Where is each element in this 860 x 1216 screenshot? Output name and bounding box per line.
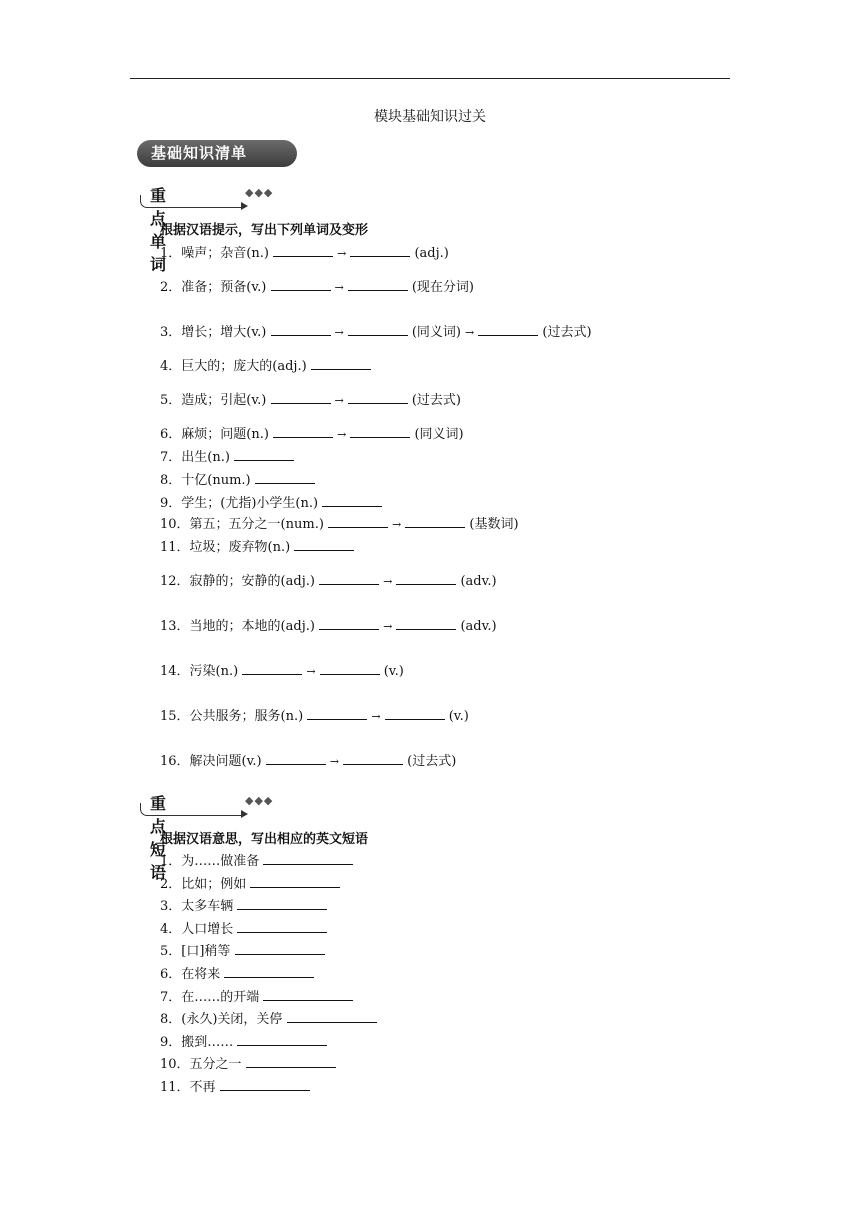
item-prompt: 巨大的；庞大的(adj.) — [181, 359, 307, 374]
arrow-icon: → — [337, 428, 347, 441]
item-prompt: [口]稍等 — [181, 944, 231, 960]
word-item — [160, 423, 464, 442]
item-number: 13． — [160, 619, 190, 634]
answer-blank[interactable] — [237, 922, 327, 933]
phrase-item — [160, 873, 340, 892]
item-note: (现在分词) — [411, 280, 475, 295]
page-title: 模块基础知识过关 — [374, 109, 486, 125]
item-number: 5． — [160, 944, 182, 960]
item-number: 12． — [160, 574, 190, 589]
item-note: (过去式) — [411, 393, 462, 408]
answer-blank[interactable] — [328, 517, 388, 528]
item-note: (adj.) — [414, 246, 449, 261]
item-prompt: 噪声；杂音(n.) — [181, 246, 269, 261]
answer-blank[interactable] — [348, 325, 408, 336]
answer-blank[interactable] — [478, 325, 538, 336]
item-prompt: 五分之一 — [189, 1057, 242, 1073]
item-number: 1． — [160, 854, 182, 869]
answer-blank[interactable] — [396, 574, 456, 585]
item-note: (过去式) — [542, 325, 592, 340]
word-item — [160, 536, 354, 555]
word-item — [160, 570, 497, 589]
answer-blank[interactable] — [287, 1012, 377, 1023]
phrase-item — [160, 986, 353, 1005]
arrow-icon: → — [334, 326, 344, 339]
arrow-icon: → — [392, 518, 402, 531]
header-rule — [130, 78, 730, 79]
arrow-icon — [241, 202, 248, 210]
word-item — [160, 750, 456, 769]
word-item — [160, 513, 519, 532]
answer-blank[interactable] — [234, 450, 294, 461]
item-note: (同义词) — [411, 325, 462, 340]
item-prompt: 搬到…… — [181, 1034, 234, 1050]
item-prompt: 污染(n.) — [189, 664, 239, 679]
item-prompt: 太多车辆 — [181, 899, 234, 915]
phrase-item — [160, 1053, 336, 1072]
answer-blank[interactable] — [255, 473, 315, 484]
answer-blank[interactable] — [246, 1057, 336, 1068]
answer-blank[interactable] — [263, 854, 353, 865]
item-number: 6． — [160, 427, 182, 442]
phrases-instruction: 根据汉语意思，写出相应的英文短语 — [160, 832, 369, 847]
item-prompt: 当地的；本地的(adj.) — [189, 619, 315, 634]
item-number: 5． — [160, 393, 182, 408]
answer-blank[interactable] — [266, 754, 326, 765]
words-instruction: 根据汉语提示，写出下列单词及变形 — [160, 223, 369, 238]
item-prompt: 第五；五分之一(num.) — [189, 517, 324, 532]
arrow-icon: → — [383, 620, 393, 633]
phrases-heading-label: 重点短语 — [150, 794, 167, 882]
answer-blank[interactable] — [405, 517, 465, 528]
item-prompt: 人口增长 — [181, 921, 234, 937]
answer-blank[interactable] — [348, 393, 408, 404]
answer-blank[interactable] — [348, 280, 408, 291]
item-note: (adv.) — [460, 574, 497, 589]
item-prompt: 寂静的；安静的(adj.) — [189, 574, 315, 589]
item-number: 4． — [160, 921, 182, 937]
word-item — [160, 660, 404, 679]
item-prompt: 为……做准备 — [181, 854, 260, 869]
word-item — [160, 276, 474, 295]
answer-blank[interactable] — [273, 246, 333, 257]
item-number: 6． — [160, 967, 182, 982]
answer-blank[interactable] — [237, 1035, 327, 1046]
item-number: 8． — [160, 473, 182, 488]
arrow-icon: → — [383, 575, 393, 588]
item-number: 9． — [160, 1034, 182, 1050]
answer-blank[interactable] — [235, 944, 325, 955]
item-note: (v.) — [383, 664, 404, 679]
word-item — [160, 492, 382, 511]
item-number: 10． — [160, 517, 190, 532]
item-prompt: 在……的开端 — [181, 989, 260, 1005]
phrase-item — [160, 1076, 310, 1095]
answer-blank[interactable] — [224, 967, 314, 978]
arrow-icon: → — [334, 394, 344, 407]
item-prompt: 造成；引起(v.) — [181, 393, 267, 408]
item-prompt: 在将来 — [181, 967, 221, 982]
item-number: 7． — [160, 989, 182, 1005]
word-item — [160, 446, 294, 465]
answer-blank[interactable] — [250, 877, 340, 888]
word-item — [160, 469, 315, 488]
item-note: (v.) — [448, 709, 469, 724]
item-prompt: 不再 — [189, 1080, 216, 1095]
item-prompt: 公共服务；服务(n.) — [189, 709, 304, 724]
item-note: (基数词) — [469, 517, 519, 532]
answer-blank[interactable] — [322, 496, 382, 507]
item-number: 16． — [160, 754, 190, 769]
item-prompt: 解决问题(v.) — [189, 754, 262, 769]
word-item — [160, 705, 469, 724]
phrase-item — [160, 895, 327, 914]
item-prompt: 垃圾；废弃物(n.) — [189, 540, 291, 555]
answer-blank[interactable] — [396, 619, 456, 630]
answer-blank[interactable] — [271, 280, 331, 291]
item-note: (过去式) — [407, 754, 457, 769]
word-item — [160, 355, 371, 374]
item-prompt: 比如；例如 — [181, 876, 247, 892]
item-number: 7． — [160, 450, 182, 465]
answer-blank[interactable] — [385, 709, 445, 720]
phrase-item — [160, 1008, 377, 1027]
item-number: 1． — [160, 246, 182, 261]
phrase-item — [160, 850, 353, 869]
answer-blank[interactable] — [263, 990, 353, 1001]
answer-blank[interactable] — [242, 664, 302, 675]
item-prompt: (永久)关闭，关停 — [181, 1012, 283, 1028]
answer-blank[interactable] — [307, 709, 367, 720]
phrase-item — [160, 1031, 327, 1050]
section-banner: 基础知识清单 — [137, 140, 297, 167]
answer-blank[interactable] — [319, 574, 379, 585]
item-number: 8． — [160, 1012, 182, 1028]
item-number: 14． — [160, 664, 190, 679]
arrow-icon: → — [306, 665, 316, 678]
item-number: 3． — [160, 899, 182, 915]
arrow-icon: → — [334, 281, 344, 294]
word-item — [160, 242, 449, 261]
answer-blank[interactable] — [237, 899, 327, 910]
item-number: 11． — [160, 540, 190, 555]
item-number: 4． — [160, 359, 182, 374]
item-number: 11． — [160, 1080, 190, 1095]
item-prompt: 麻烦；问题(n.) — [181, 427, 269, 442]
answer-blank[interactable] — [343, 754, 403, 765]
item-prompt: 学生；(尤指)小学生(n.) — [181, 496, 319, 511]
item-number: 3． — [160, 325, 182, 340]
item-number: 15． — [160, 709, 190, 724]
word-item — [160, 389, 461, 408]
item-number: 2． — [160, 876, 182, 892]
item-prompt: 增长；增大(v.) — [181, 325, 267, 340]
item-note: (同义词) — [414, 427, 464, 442]
item-number: 10． — [160, 1057, 190, 1073]
arrow-icon: → — [465, 326, 475, 339]
word-item — [160, 615, 497, 634]
answer-blank[interactable] — [350, 246, 410, 257]
item-number: 2． — [160, 280, 182, 295]
answer-blank[interactable] — [220, 1080, 310, 1091]
phrase-item — [160, 940, 325, 959]
answer-blank[interactable] — [320, 664, 380, 675]
answer-blank[interactable] — [271, 393, 331, 404]
word-item — [160, 321, 592, 340]
answer-blank[interactable] — [350, 427, 410, 438]
arrow-icon: → — [371, 710, 381, 723]
item-prompt: 出生(n.) — [181, 450, 230, 465]
diamond-icons: ◆◆◆ — [245, 794, 274, 807]
phrase-item — [160, 918, 327, 937]
diamond-icons: ◆◆◆ — [245, 186, 274, 199]
item-number: 9． — [160, 496, 182, 511]
answer-blank[interactable] — [273, 427, 333, 438]
words-heading-label: 重点单词 — [150, 186, 167, 274]
answer-blank[interactable] — [311, 359, 371, 370]
phrase-item — [160, 963, 314, 982]
arrow-icon — [241, 810, 248, 818]
answer-blank[interactable] — [294, 540, 354, 551]
arrow-icon: → — [337, 247, 347, 260]
item-prompt: 十亿(num.) — [181, 473, 251, 488]
item-note: (adv.) — [460, 619, 497, 634]
arrow-icon: → — [329, 755, 339, 768]
item-prompt: 准备；预备(v.) — [181, 280, 267, 295]
answer-blank[interactable] — [319, 619, 379, 630]
answer-blank[interactable] — [271, 325, 331, 336]
